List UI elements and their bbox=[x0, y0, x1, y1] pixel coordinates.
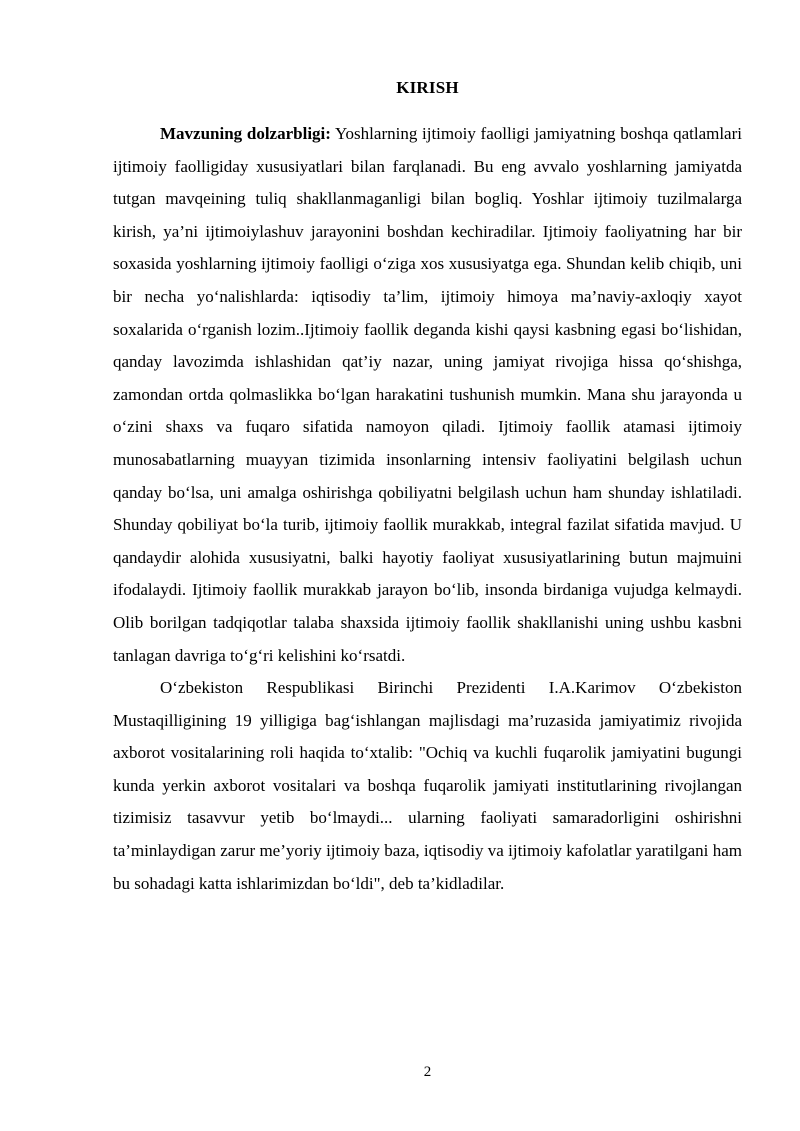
page-number: 2 bbox=[423, 1064, 432, 1080]
paragraph-1 bbox=[113, 118, 742, 672]
paragraph-2: O‘zbekiston Respublikasi Birinchi Prezidenti I.A.Karimov O‘zbekiston Mustaqilligining 19 yilligiga bag‘ishlangan majlisdagi ma’ruzasida jamiyatimiz rivojida axborot vositalarining roli haqida to‘xtalib: "Ochiq va kuchli fuqarolik jamiyatini bugungi kunda yerkin axborot vositalari va boshqa fuqarolik jamiyati institutlarining rivojlangan tizimisiz tasavvur yetib bo‘lmaydi... ularning faoliyati samaradorligini oshirishni ta’minlaydigan zarur me’yoriy ijtimoiy baza, iqtisodiy va ijtimoiy kafolatlar yaratilgani ham bu sohadagi katta ishlarimizdan bo‘ldi", deb ta’kidladilar. bbox=[113, 678, 742, 893]
paragraph-1-lead: Mavzuning dolzarbligi: bbox=[160, 124, 331, 143]
page-title: KIRISH bbox=[396, 78, 459, 97]
body-text bbox=[113, 118, 742, 900]
paragraph-1-text: Yoshlarning ijtimoiy faolligi jamiyatning boshqa qatlamlari ijtimoiy faolligiday xususiyatlari bilan farqlanadi. Bu eng avvalo yoshlarning jamiyatda tutgan mavqeining tuliq shakllanmaganligi bilan bogliq. Yoshlar ijtimoiy tuzilmalarga kirish, ya’ni ijtimoiylashuv jarayonini boshdan kechiradilar. Ijtimoiy faoliyatning har bir soxasida yoshlarning ijtimoiy faolligi o‘ziga xos xususiyatga ega. Shundan kelib chiqib, uni bir necha yo‘nalishlarda: iqtisodiy ta’lim, ijtimoiy himoya ma’naviy-axloqiy xayot soxalarida o‘rganish lozim..Ijtimoiy faollik deganda kishi qaysi kasbning egasi bo‘lishidan, qanday lavozimda ishlashidan qat’iy nazar, uning jamiyat rivojiga hissa qo‘shishga, zamondan ortda qolmaslikka bo‘lgan harakatini tushunish mumkin. Mana shu jarayonda u o‘zini shaxs va fuqaro sifatida namoyon qiladi. Ijtimoiy faollik atamasi ijtimoiy munosabatlarning muayyan tizimida insonlarning intensiv faoliyatini belgilash uchun qanday bo‘lsa, uni amalga oshirishga qobiliyatni belgilash uchun ham shunday ishlatiladi. Shunday qobiliyat bo‘la turib, ijtimoiy faollik murakkab, integral fazilat sifatida mavjud. U qandaydir alohida xususiyatni, balki hayotiy faoliyat xususiyatlarining butun majmuini ifodalaydi. Ijtimoiy faollik murakkab jarayon bo‘lib, insonda birdaniga vujudga kelmaydi. Olib borilgan tadqiqotlar talaba shaxsida ijtimoiy faollik shakllanishi uning ushbu kasbni tanlagan davriga to‘g‘ri kelishini ko‘rsatdi. bbox=[113, 124, 742, 665]
